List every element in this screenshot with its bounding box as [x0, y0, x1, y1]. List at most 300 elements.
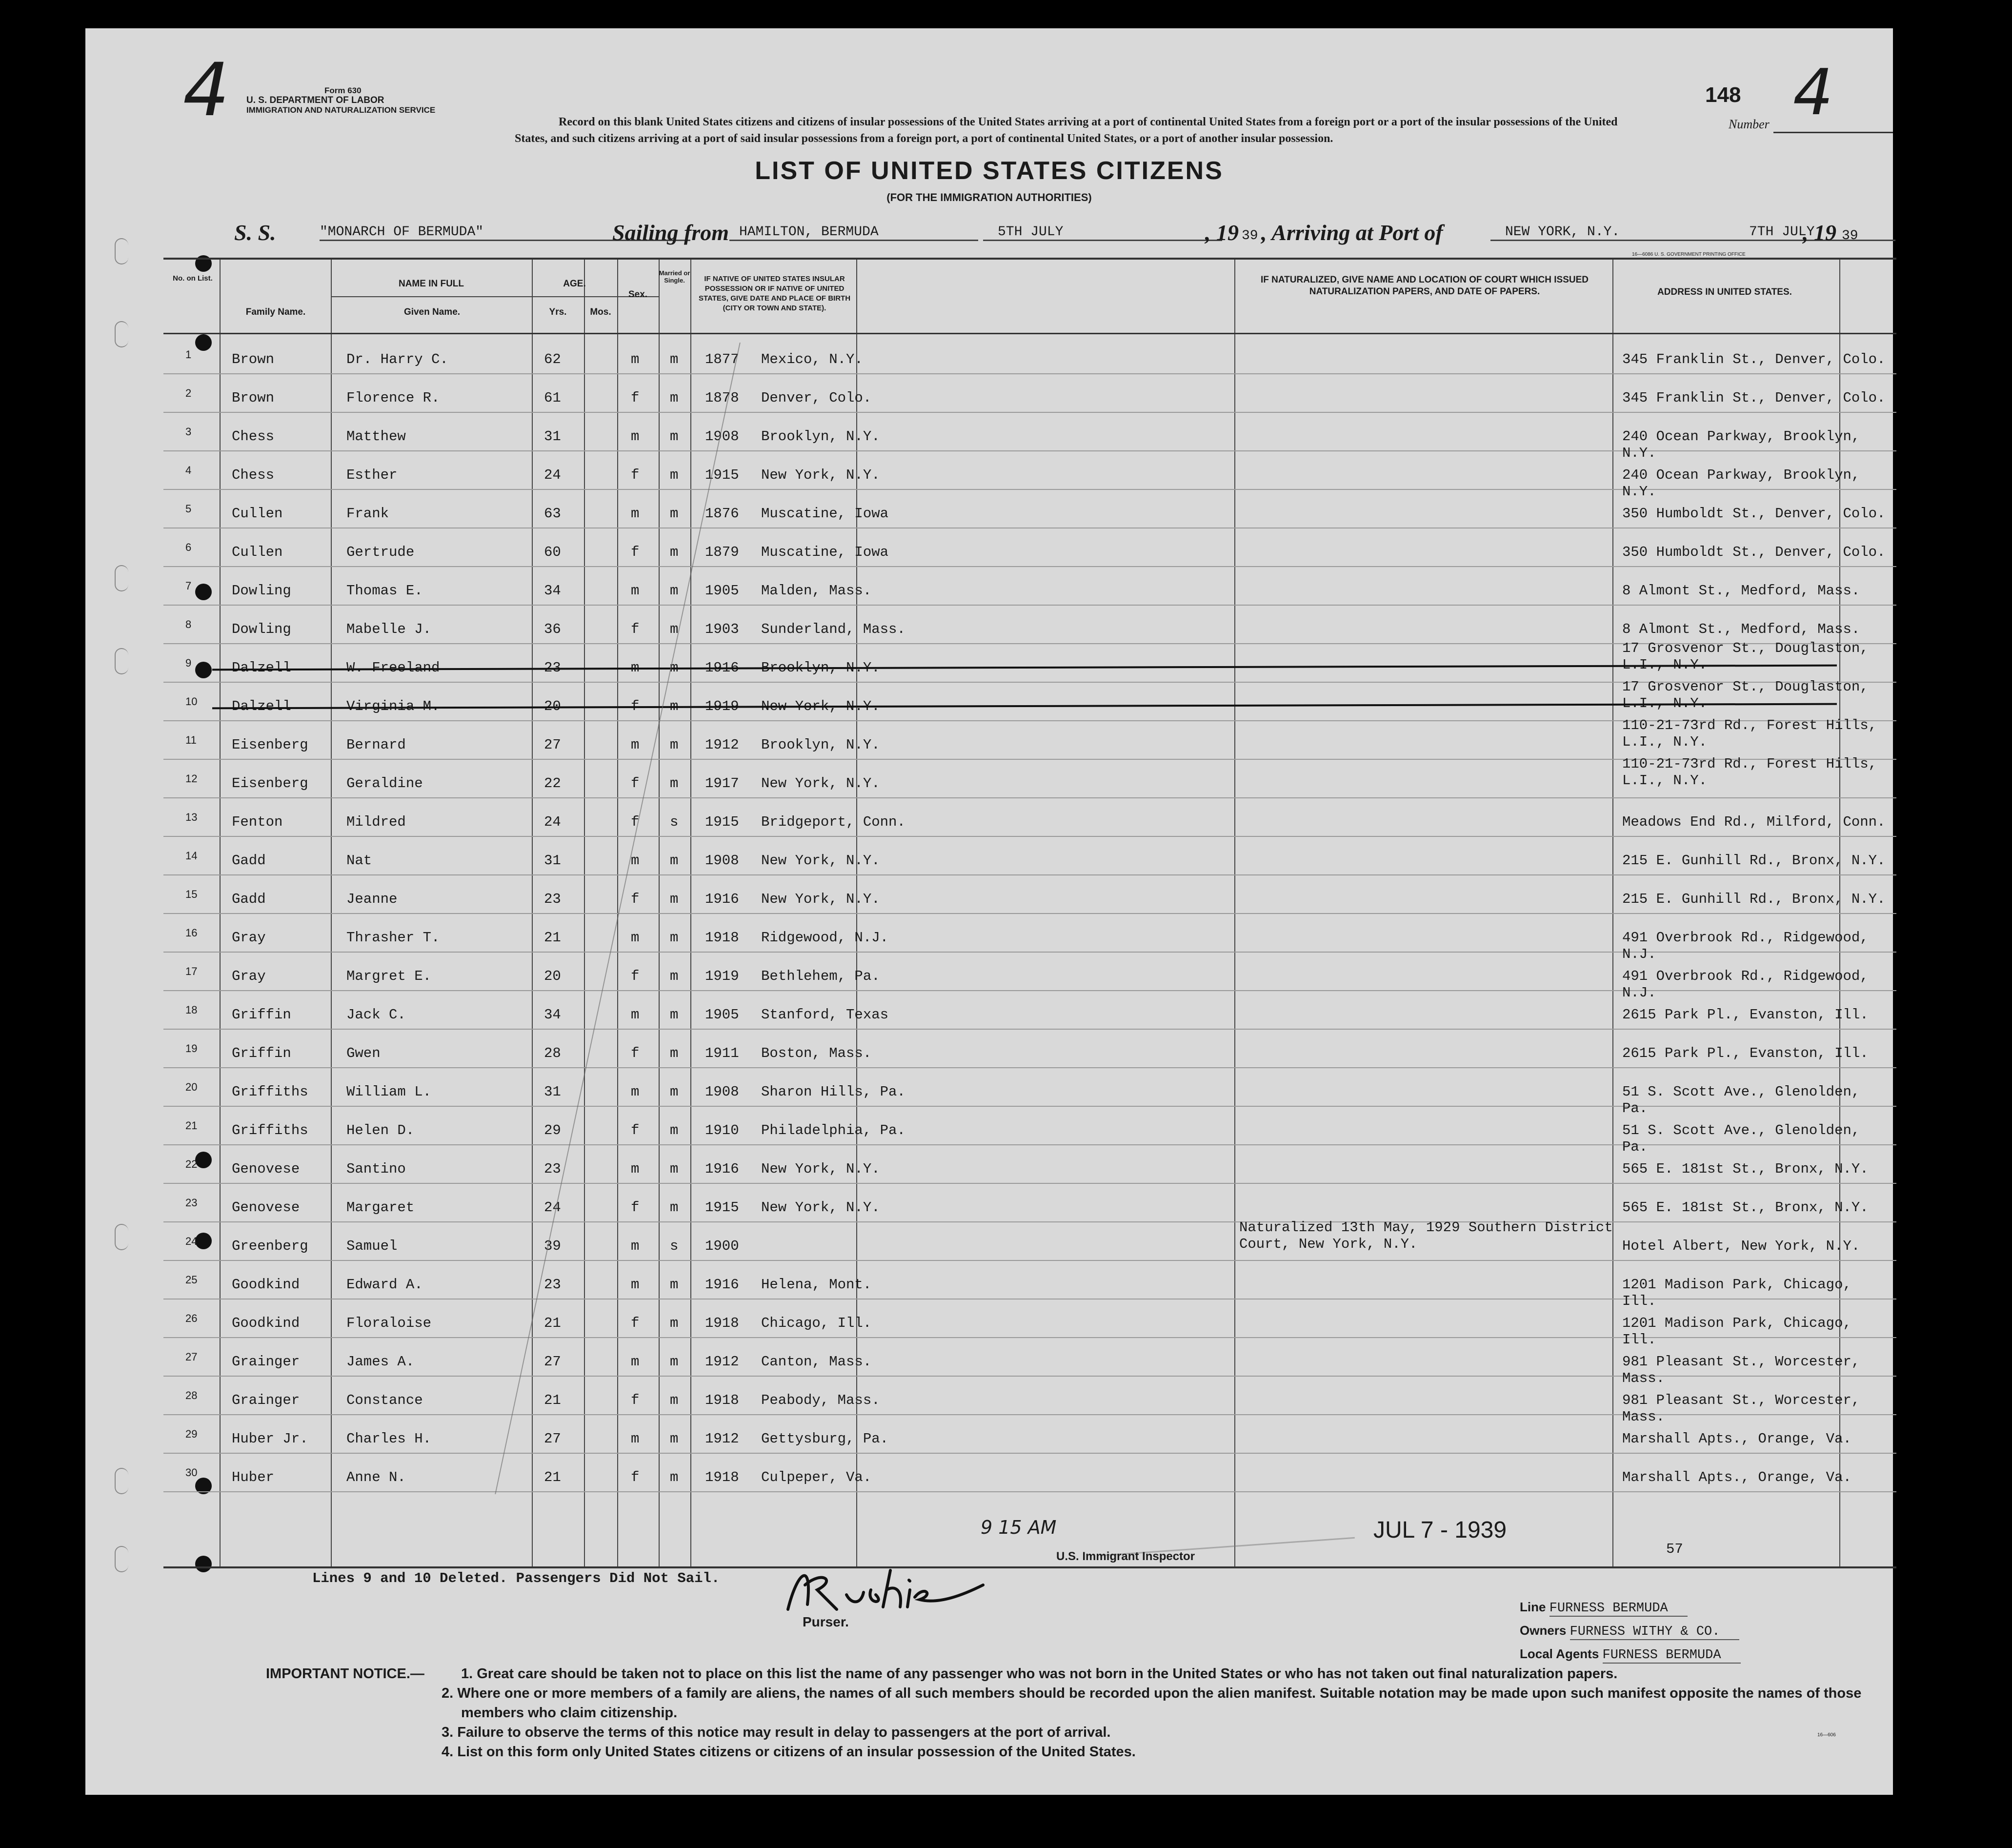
sex: m — [631, 853, 640, 869]
given-name: Esther — [346, 467, 398, 483]
marital-status: m — [670, 698, 679, 714]
us-address: 17 Grosvenor St., Douglaston, L.I., N.Y. — [1622, 640, 1869, 673]
birth-place: Brooklyn, N.Y. — [761, 737, 880, 753]
age-years: 31 — [544, 1084, 561, 1100]
marital-status: m — [670, 467, 679, 483]
row-number: 28 — [185, 1389, 198, 1401]
birth-year: 1915 — [705, 1199, 739, 1216]
family-name: Goodkind — [232, 1315, 300, 1331]
us-address: 491 Overbrook Rd., Ridgewood, N.J. — [1622, 968, 1869, 1001]
birth-place: New York, N.Y. — [761, 467, 880, 483]
birth-place: Brooklyn, N.Y. — [761, 428, 880, 445]
passenger-count: 57 — [1666, 1541, 1683, 1557]
us-address: 981 Pleasant St., Worcester, Mass. — [1622, 1354, 1860, 1386]
sex: f — [631, 1315, 640, 1331]
given-name: Helen D. — [346, 1122, 415, 1138]
us-address: 240 Ocean Parkway, Brooklyn, N.Y. — [1622, 467, 1860, 500]
owners-field — [1520, 1623, 1739, 1639]
print-code: 16—6086 U. S. GOVERNMENT PRINTING OFFICE — [1632, 252, 1746, 257]
row-number: 2 — [185, 387, 192, 399]
row-number: 11 — [185, 734, 197, 746]
family-name: Dalzell — [232, 698, 291, 714]
birth-year: 1910 — [705, 1122, 739, 1138]
notice-text: 1. Great care should be taken not to place on this list the name of any passenger who was not born in the United States or who has not taken out final naturalization papers. — [461, 1666, 1618, 1682]
notice-item — [266, 1664, 1905, 1684]
row-number: 17 — [185, 965, 198, 977]
sail-year-prefix: , 19 — [1205, 220, 1239, 245]
deleted-lines-note: Lines 9 and 10 Deleted. Passengers Did Not Sail. — [312, 1570, 720, 1586]
given-name: Floraloise — [346, 1315, 432, 1331]
table-row — [163, 1453, 1896, 1492]
sail-year: 39 — [1242, 228, 1258, 244]
line-label: Line — [1520, 1600, 1546, 1614]
table-row — [163, 1299, 1896, 1348]
row-number: 5 — [185, 503, 192, 515]
birth-year: 1908 — [705, 428, 739, 445]
family-name: Eisenberg — [232, 775, 308, 792]
marital-status: m — [670, 390, 679, 406]
row-number: 21 — [185, 1119, 198, 1132]
marital-status: m — [670, 1084, 679, 1100]
row-number: 4 — [185, 464, 192, 476]
age-years: 28 — [544, 1045, 561, 1061]
family-name: Dowling — [232, 583, 291, 599]
arrival-year-prefix: , 19 — [1803, 220, 1836, 245]
age-years: 63 — [544, 506, 561, 522]
family-name: Huber Jr. — [232, 1431, 308, 1447]
header-sex: Sex. — [628, 289, 648, 300]
age-years: 36 — [544, 621, 561, 637]
sex: m — [631, 1161, 640, 1177]
family-name: Goodkind — [232, 1277, 300, 1293]
family-name: Cullen — [232, 544, 283, 560]
sex: f — [631, 467, 640, 483]
birth-place: Bethlehem, Pa. — [761, 968, 880, 984]
marital-status: m — [670, 891, 679, 907]
sex: f — [631, 1469, 640, 1485]
sex: m — [631, 1354, 640, 1370]
family-name: Huber — [232, 1469, 275, 1485]
sex: f — [631, 1199, 640, 1216]
table-row — [163, 1337, 1896, 1386]
sex: m — [631, 1277, 640, 1293]
birth-year: 1905 — [705, 1007, 739, 1023]
marital-status: m — [670, 506, 679, 522]
birth-place: Helena, Mont. — [761, 1277, 872, 1293]
marital-status: m — [670, 1161, 679, 1177]
family-name: Brown — [232, 351, 275, 367]
marital-status: m — [670, 1431, 679, 1447]
table-row — [163, 1414, 1896, 1454]
age-years: 21 — [544, 1315, 561, 1331]
birth-year: 1879 — [705, 544, 739, 560]
us-address: Marshall Apts., Orange, Va. — [1622, 1431, 1851, 1447]
table-row — [163, 952, 1896, 1001]
sex: m — [631, 428, 640, 445]
binder-ring-mark — [115, 648, 128, 674]
us-address: 215 E. Gunhill Rd., Bronx, N.Y. — [1622, 853, 1886, 869]
header-no: No. on List. — [173, 274, 213, 283]
row-number: 9 — [185, 657, 192, 669]
birth-year: 1912 — [705, 1354, 739, 1370]
inspection-time: 9 15 AM — [981, 1517, 1057, 1538]
row-number: 7 — [185, 580, 192, 592]
birth-place: Sharon Hills, Pa. — [761, 1084, 905, 1100]
given-name: Jeanne — [346, 891, 398, 907]
birth-year: 1903 — [705, 621, 739, 637]
family-name: Gadd — [232, 853, 266, 869]
table-row — [163, 1260, 1896, 1309]
row-number: 24 — [185, 1235, 198, 1247]
inspector-label: U.S. Immigrant Inspector — [1056, 1550, 1195, 1563]
sex: m — [631, 1431, 640, 1447]
binder-ring-mark — [115, 565, 128, 591]
family-name: Griffiths — [232, 1084, 308, 1100]
row-number: 15 — [185, 888, 198, 900]
marital-status: m — [670, 1045, 679, 1061]
age-years: 62 — [544, 351, 561, 367]
age-years: 31 — [544, 853, 561, 869]
sex: f — [631, 544, 640, 560]
birth-year: 1905 — [705, 583, 739, 599]
us-address: 240 Ocean Parkway, Brooklyn, N.Y. — [1622, 428, 1860, 461]
marital-status: m — [670, 621, 679, 637]
birth-year: 1917 — [705, 775, 739, 792]
number-label: Number — [1729, 117, 1770, 131]
birth-year: 1918 — [705, 1469, 739, 1485]
us-address: 565 E. 181st St., Bronx, N.Y. — [1622, 1199, 1869, 1216]
header-name: NAME IN FULL — [398, 279, 464, 289]
table-row — [163, 335, 1896, 374]
marital-status: s — [670, 1238, 679, 1254]
us-address: 110-21-73rd Rd., Forest Hills, L.I., N.Y. — [1622, 717, 1877, 750]
sex: f — [631, 1122, 640, 1138]
family-name: Gadd — [232, 891, 266, 907]
us-address: Marshall Apts., Orange, Va. — [1622, 1469, 1851, 1485]
table-row — [163, 717, 1896, 760]
family-name: Fenton — [232, 814, 283, 830]
marital-status: m — [670, 1122, 679, 1138]
age-years: 27 — [544, 1431, 561, 1447]
form-number: Form 630 — [324, 86, 362, 95]
sex: m — [631, 930, 640, 946]
age-years: 34 — [544, 583, 561, 599]
family-name: Chess — [232, 467, 275, 483]
age-years: 22 — [544, 775, 561, 792]
family-name: Dalzell — [232, 660, 291, 676]
table-row — [163, 605, 1896, 644]
row-number: 23 — [185, 1197, 198, 1209]
row-number: 10 — [185, 695, 198, 708]
birth-place: Mexico, N.Y. — [761, 351, 863, 367]
notice-item: 2. Where one or more members of a family are aliens, the names of all such members should be recorded upon the alien manifest. Suitable notation may be made upon such manifest opposite the names of those members who claim citizenship. — [442, 1686, 1862, 1721]
birth-year: 1916 — [705, 1277, 739, 1293]
age-years: 29 — [544, 1122, 561, 1138]
us-address: 110-21-73rd Rd., Forest Hills, L.I., N.Y. — [1622, 756, 1877, 789]
local-agents-label: Local Agents — [1520, 1646, 1599, 1661]
birth-place: Denver, Colo. — [761, 390, 872, 406]
family-name: Griffin — [232, 1045, 291, 1061]
table-row — [163, 450, 1896, 500]
given-name: Mildred — [346, 814, 406, 830]
given-name: Mabelle J. — [346, 621, 432, 637]
sex: m — [631, 506, 640, 522]
age-years: 31 — [544, 428, 561, 445]
row-number: 1 — [185, 348, 192, 361]
birth-place: Ridgewood, N.J. — [761, 930, 889, 946]
family-name: Greenberg — [232, 1238, 308, 1254]
marital-status: m — [670, 1199, 679, 1216]
us-address: 491 Overbrook Rd., Ridgewood, N.J. — [1622, 930, 1869, 962]
marital-status: s — [670, 814, 679, 830]
binder-ring-mark — [115, 1468, 128, 1494]
row-number: 18 — [185, 1004, 198, 1016]
given-name: James A. — [346, 1354, 415, 1370]
us-address: 215 E. Gunhill Rd., Bronx, N.Y. — [1622, 891, 1886, 907]
birth-year: 1916 — [705, 660, 739, 676]
row-number: 25 — [185, 1274, 198, 1286]
sex: f — [631, 891, 640, 907]
birth-place: New York, N.Y. — [761, 1199, 880, 1216]
arriving-label: , Arriving at Port of — [1261, 220, 1443, 245]
birth-year: 1916 — [705, 1161, 739, 1177]
row-number: 20 — [185, 1081, 198, 1093]
local-agents-value: FURNESS BERMUDA — [1603, 1648, 1741, 1664]
age-years: 21 — [544, 1469, 561, 1485]
birth-place: Gettysburg, Pa. — [761, 1431, 889, 1447]
birth-year: 1908 — [705, 853, 739, 869]
marital-status: m — [670, 1469, 679, 1485]
notice-item: 3. Failure to observe the terms of this notice may result in delay to passengers at the port of arrival. — [442, 1725, 1111, 1740]
header-yrs: Yrs. — [549, 307, 567, 317]
family-name: Gray — [232, 968, 266, 984]
birth-place: Philadelphia, Pa. — [761, 1122, 905, 1138]
age-years: 23 — [544, 660, 561, 676]
table-row — [163, 640, 1896, 683]
birth-year: 1876 — [705, 506, 739, 522]
marital-status: m — [670, 1007, 679, 1023]
table-row — [163, 797, 1896, 837]
birth-year: 1877 — [705, 351, 739, 367]
us-address: 2615 Park Pl., Evanston, Ill. — [1622, 1007, 1869, 1023]
header-family: Family Name. — [245, 307, 306, 317]
us-address: 350 Humboldt St., Denver, Colo. — [1622, 506, 1886, 522]
sex: f — [631, 1392, 640, 1408]
given-name: Virginia M. — [346, 698, 440, 714]
age-years: 23 — [544, 1277, 561, 1293]
us-address: 17 Grosvenor St., Douglaston, L.I., N.Y. — [1622, 679, 1869, 711]
birth-place: Culpeper, Va. — [761, 1469, 872, 1485]
row-number: 3 — [185, 426, 192, 438]
given-name: Bernard — [346, 737, 406, 753]
ship-name: "MONARCH OF BERMUDA" — [320, 224, 690, 241]
age-years: 21 — [544, 1392, 561, 1408]
table-row — [163, 489, 1896, 528]
age-years: 34 — [544, 1007, 561, 1023]
header-mos: Mos. — [590, 307, 611, 317]
birth-year: 1878 — [705, 390, 739, 406]
row-number: 12 — [185, 772, 198, 785]
birth-place: Chicago, Ill. — [761, 1315, 872, 1331]
us-address: 8 Almont St., Medford, Mass. — [1622, 583, 1860, 599]
header-given: Given Name. — [403, 307, 461, 317]
table-row — [163, 1067, 1896, 1117]
marital-status: m — [670, 351, 679, 367]
birth-place: Canton, Mass. — [761, 1354, 872, 1370]
header-married: Married or Single. — [659, 269, 690, 284]
age-years: 39 — [544, 1238, 561, 1254]
purser-signature — [778, 1551, 993, 1624]
page-title: LIST OF UNITED STATES CITIZENS — [755, 157, 1224, 185]
us-address: 345 Franklin St., Denver, Colo. — [1622, 351, 1886, 367]
given-name: Jack C. — [346, 1007, 406, 1023]
given-name: Edward A. — [346, 1277, 423, 1293]
birth-place: Muscatine, Iowa — [761, 506, 889, 522]
number-underline — [1773, 132, 1893, 133]
birth-year: 1918 — [705, 1392, 739, 1408]
age-years: 24 — [544, 814, 561, 830]
family-name: Gray — [232, 930, 266, 946]
sex: m — [631, 737, 640, 753]
row-number: 22 — [185, 1158, 198, 1170]
birth-place: Stanford, Texas — [761, 1007, 889, 1023]
binder-ring-mark — [115, 321, 128, 347]
important-notice — [266, 1664, 1905, 1762]
row-number: 16 — [185, 927, 198, 939]
given-name: Santino — [346, 1161, 406, 1177]
us-address: 2615 Park Pl., Evanston, Ill. — [1622, 1045, 1869, 1061]
line-value: FURNESS BERMUDA — [1549, 1601, 1688, 1617]
marital-status: m — [670, 853, 679, 869]
us-address: 51 S. Scott Ave., Glenolden, Pa. — [1622, 1122, 1860, 1155]
birth-year: 1919 — [705, 698, 739, 714]
table-row — [163, 1029, 1896, 1068]
table-row — [163, 373, 1896, 413]
marital-status: m — [670, 583, 679, 599]
birth-place: Bridgeport, Conn. — [761, 814, 905, 830]
given-name: Matthew — [346, 428, 406, 445]
birth-year: 1912 — [705, 737, 739, 753]
table-row — [163, 874, 1896, 914]
birth-year: 1919 — [705, 968, 739, 984]
corner-mark: 4 — [183, 48, 230, 133]
table-row — [163, 1106, 1896, 1155]
arrival-year: 39 — [1842, 228, 1858, 244]
birth-place: Muscatine, Iowa — [761, 544, 889, 560]
birth-place: New York, N.Y. — [761, 775, 880, 792]
given-name: Gwen — [346, 1045, 381, 1061]
family-name: Brown — [232, 390, 275, 406]
age-years: 21 — [544, 930, 561, 946]
us-address: 1201 Madison Park, Chicago, Ill. — [1622, 1277, 1851, 1309]
given-name: Samuel — [346, 1238, 398, 1254]
table-row — [163, 679, 1896, 721]
table-row — [163, 913, 1896, 962]
birth-place: Boston, Mass. — [761, 1045, 872, 1061]
given-name: Constance — [346, 1392, 423, 1408]
row-number: 14 — [185, 850, 198, 862]
sex: f — [631, 775, 640, 792]
birth-place: Peabody, Mass. — [761, 1392, 880, 1408]
page-subtitle: (FOR THE IMMIGRATION AUTHORITIES) — [886, 191, 1092, 203]
family-name: Genovese — [232, 1161, 300, 1177]
table-row — [163, 1144, 1896, 1184]
marital-status: m — [670, 968, 679, 984]
age-years: 60 — [544, 544, 561, 560]
us-address: 8 Almont St., Medford, Mass. — [1622, 621, 1860, 637]
row-number: 6 — [185, 541, 192, 553]
family-name: Cullen — [232, 506, 283, 522]
table-row — [163, 836, 1896, 875]
sex: f — [631, 698, 640, 714]
form-metadata — [246, 86, 500, 115]
form-service: IMMIGRATION AND NATURALIZATION SERVICE — [246, 105, 436, 115]
table-row — [163, 1221, 1896, 1261]
strike-through-line — [212, 665, 1837, 671]
sex: f — [631, 968, 640, 984]
marital-status: m — [670, 660, 679, 676]
age-years: 27 — [544, 1354, 561, 1370]
sex: m — [631, 583, 640, 599]
header-age: AGE. — [563, 279, 586, 289]
number-value: 4 — [1793, 55, 1833, 129]
birth-place: Brooklyn, N.Y. — [761, 660, 880, 676]
footer-code: 16—606 — [1817, 1732, 1836, 1738]
us-address: 350 Humboldt St., Denver, Colo. — [1622, 544, 1886, 560]
birth-year: 1915 — [705, 467, 739, 483]
sex: m — [631, 1238, 640, 1254]
table-row — [163, 1376, 1896, 1425]
header-address: ADDRESS IN UNITED STATES. — [1657, 287, 1792, 297]
table-row — [163, 1183, 1896, 1222]
sex: m — [631, 660, 640, 676]
table-row — [163, 990, 1896, 1030]
header-bottom-rule — [163, 333, 1896, 334]
given-name: Nat — [346, 853, 372, 869]
birth-year: 1918 — [705, 930, 739, 946]
family-name: Dowling — [232, 621, 291, 637]
sail-date: 5TH JULY — [983, 224, 1222, 241]
owners-label: Owners — [1520, 1623, 1567, 1638]
form-agency: U. S. DEPARTMENT OF LABOR — [246, 95, 384, 105]
row-number: 8 — [185, 618, 192, 630]
us-address: Hotel Albert, New York, N.Y. — [1622, 1238, 1860, 1254]
marital-status: m — [670, 775, 679, 792]
age-years: 24 — [544, 1199, 561, 1216]
given-name: Thrasher T. — [346, 930, 440, 946]
family-name: Eisenberg — [232, 737, 308, 753]
given-name: Margaret — [346, 1199, 415, 1216]
arrival-port: NEW YORK, N.Y. — [1490, 224, 1720, 241]
table-row — [163, 528, 1896, 567]
date-stamp: JUL 7 - 1939 — [1373, 1517, 1507, 1543]
family-name: Griffin — [232, 1007, 291, 1023]
table-row — [163, 412, 1896, 461]
birth-place: New York, N.Y. — [761, 1161, 880, 1177]
given-name: Florence R. — [346, 390, 440, 406]
birth-place: New York, N.Y. — [761, 698, 880, 714]
manifest-sheet — [85, 28, 1893, 1795]
sex: m — [631, 351, 640, 367]
sex: f — [631, 621, 640, 637]
marital-status: m — [670, 1354, 679, 1370]
marital-status: m — [670, 930, 679, 946]
header-birth: IF NATIVE OF UNITED STATES INSULAR POSSESSION OR IF NATIVE OF UNITED STATES, GIVE DATE AND PLACE OF BIRTH (CITY OR TOWN AND STATE). — [698, 275, 851, 312]
us-address: 981 Pleasant St., Worcester, Mass. — [1622, 1392, 1860, 1425]
notice-label: IMPORTANT NOTICE.— — [266, 1666, 424, 1682]
sex: f — [631, 390, 640, 406]
strike-through-line — [212, 703, 1837, 710]
